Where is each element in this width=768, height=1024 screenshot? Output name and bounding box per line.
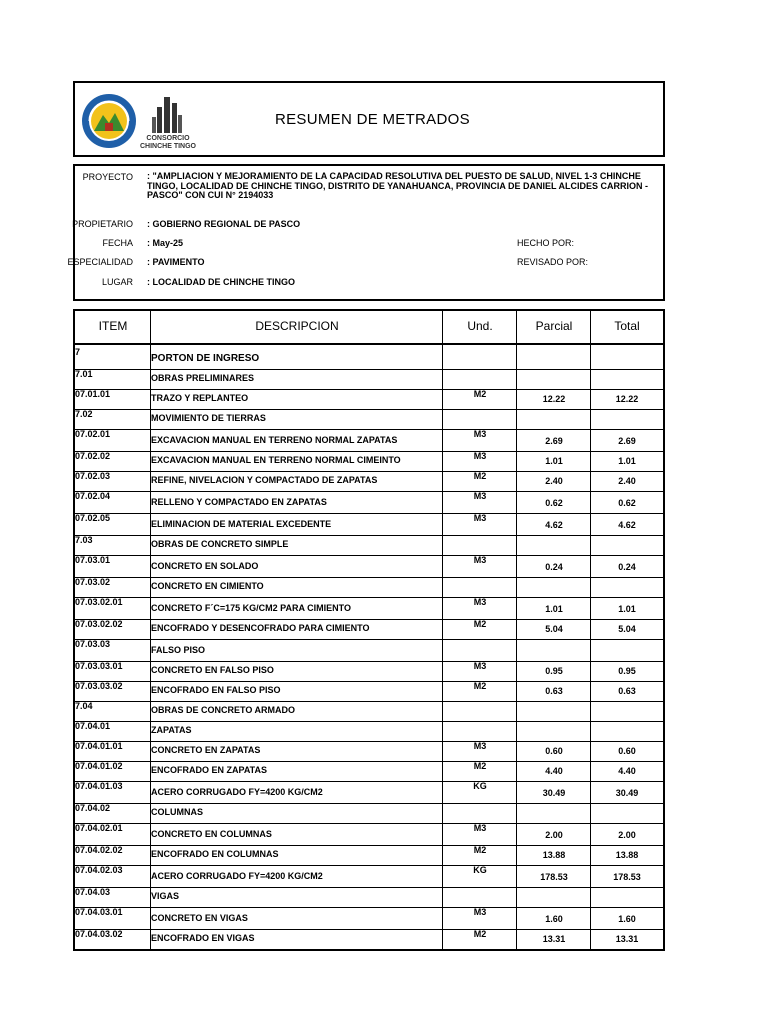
metrados-table (73, 309, 665, 951)
table-row (75, 639, 663, 662)
table-row (75, 471, 663, 492)
cell-parcial: 2.69 (545, 436, 563, 446)
cell-parcial: 1.60 (545, 914, 563, 924)
lugar-label: LUGAR (101, 277, 133, 287)
cell-item: 07.02.03 (75, 471, 111, 481)
cell-total: 12.22 (615, 394, 639, 404)
cell-item: 07.04.02.03 (75, 865, 123, 875)
cell-total: 0.60 (618, 746, 636, 756)
propietario-value: : GOBIERNO REGIONAL DE PASCO (147, 219, 301, 229)
cell-total: 178.53 (613, 872, 641, 882)
table-row (75, 409, 663, 430)
cell-item: 07.02.01 (75, 429, 111, 439)
cell-parcial: 30.49 (542, 788, 566, 798)
cell-descripcion: ZAPATAS (151, 725, 192, 735)
table-row (75, 347, 663, 370)
cell-parcial: 1.01 (545, 456, 563, 466)
cell-item: 7.01 (75, 369, 93, 379)
cell-item: 07.04.01 (75, 721, 111, 731)
cell-total: 0.63 (618, 686, 636, 696)
cell-und: M2 (473, 619, 487, 629)
header-item: ITEM (98, 319, 128, 333)
cell-und: M3 (473, 555, 487, 565)
proyecto-label: PROYECTO (82, 172, 133, 182)
table-row (75, 619, 663, 640)
table-row (75, 513, 663, 536)
cell-descripcion: RELLENO Y COMPACTADO EN ZAPATAS (151, 497, 327, 507)
table-row (75, 823, 663, 846)
cell-descripcion: FALSO PISO (151, 645, 206, 655)
table-row (75, 429, 663, 452)
table-row (75, 451, 663, 472)
cell-descripcion: EXCAVACION MANUAL EN TERRENO NORMAL ZAPATAS (151, 435, 398, 445)
table-header (75, 311, 663, 345)
cell-descripcion: CONCRETO EN ZAPATAS (151, 745, 261, 755)
table-row (75, 721, 663, 742)
cell-parcial: 4.62 (545, 520, 563, 530)
document-title: RESUMEN DE METRADOS (275, 111, 470, 128)
cell-item: 07.04.03.01 (75, 907, 123, 917)
cell-item: 07.04.01.03 (75, 781, 123, 791)
table-row (75, 535, 663, 556)
cell-descripcion: CONCRETO EN VIGAS (151, 913, 248, 923)
table-row (75, 577, 663, 598)
cell-descripcion: ENCOFRADO EN VIGAS (151, 933, 255, 943)
cell-total: 1.01 (618, 456, 636, 466)
header-und: Und. (467, 319, 493, 333)
cell-und: M3 (473, 491, 487, 501)
cell-und: KG (473, 865, 487, 875)
cell-total: 2.69 (618, 436, 636, 446)
table-row (75, 491, 663, 514)
cell-item: 07.04.01.02 (75, 761, 123, 771)
cell-total: 0.24 (618, 562, 636, 572)
cell-descripcion: ENCOFRADO EN ZAPATAS (151, 765, 267, 775)
cell-parcial: 12.22 (542, 394, 566, 404)
cell-parcial: 0.24 (545, 562, 563, 572)
cell-parcial: 0.63 (545, 686, 563, 696)
cell-item: 07.03.02.01 (75, 597, 123, 607)
cell-descripcion: CONCRETO EN CIMIENTO (151, 581, 264, 591)
cell-total: 30.49 (615, 788, 639, 798)
cell-total: 4.40 (618, 766, 636, 776)
cell-und: M3 (473, 823, 487, 833)
cell-und: M3 (473, 907, 487, 917)
cell-parcial: 0.95 (545, 666, 563, 676)
cell-parcial: 4.40 (545, 766, 563, 776)
table-row (75, 761, 663, 782)
cell-descripcion: REFINE, NIVELACION Y COMPACTADO DE ZAPATAS (151, 475, 378, 485)
cell-descripcion: COLUMNAS (151, 807, 203, 817)
cell-und: M3 (473, 513, 487, 523)
propietario-label: PROPIETARIO (72, 219, 133, 229)
hecho-por-label: HECHO POR: (517, 238, 575, 248)
cell-total: 0.95 (618, 666, 636, 676)
table-row (75, 741, 663, 762)
cell-total: 1.60 (618, 914, 636, 924)
logo-text-line2: CHINCHE TINGO (140, 143, 196, 150)
cell-parcial: 2.00 (545, 830, 563, 840)
cell-descripcion: ENCOFRADO EN FALSO PISO (151, 685, 281, 695)
cell-descripcion: ENCOFRADO Y DESENCOFRADO PARA CIMIENTO (151, 623, 370, 633)
cell-parcial: 178.53 (540, 872, 568, 882)
cell-parcial: 1.01 (545, 604, 563, 614)
fecha-value: : May-25 (147, 238, 184, 248)
cell-item: 7.04 (75, 701, 93, 711)
cell-item: 07.03.02 (75, 577, 111, 587)
cell-und: M3 (473, 429, 487, 439)
cell-item: 07.03.01 (75, 555, 111, 565)
table-row (75, 865, 663, 888)
table-row (75, 781, 663, 804)
cell-und: M2 (473, 761, 487, 771)
cell-descripcion: CONCRETO EN FALSO PISO (151, 665, 274, 675)
fecha-label: FECHA (102, 238, 133, 248)
cell-descripcion: ENCOFRADO EN COLUMNAS (151, 849, 279, 859)
cell-descripcion: CONCRETO EN SOLADO (151, 561, 259, 571)
revisado-por-label: REVISADO POR: (517, 257, 589, 267)
cell-parcial: 0.60 (545, 746, 563, 756)
cell-descripcion: CONCRETO EN COLUMNAS (151, 829, 272, 839)
cell-descripcion: PORTON DE INGRESO (151, 353, 260, 364)
cell-und: M2 (473, 471, 487, 481)
cell-item: 07.03.03 (75, 639, 111, 649)
cell-descripcion: TRAZO Y REPLANTEO (151, 393, 249, 403)
cell-total: 2.40 (618, 476, 636, 486)
table-row (75, 907, 663, 930)
cell-item: 07.02.04 (75, 491, 111, 501)
cell-und: M3 (473, 741, 487, 751)
cell-item: 07.04.03 (75, 887, 111, 897)
cell-item: 07.01.01 (75, 389, 111, 399)
header-total: Total (614, 319, 640, 333)
cell-total: 13.31 (615, 934, 639, 944)
cell-item: 07.03.03.02 (75, 681, 123, 691)
cell-item: 7.02 (75, 409, 93, 419)
header-box (73, 81, 665, 157)
cell-item: 7.03 (75, 535, 93, 545)
cell-descripcion: MOVIMIENTO DE TIERRAS (151, 413, 266, 423)
cell-descripcion: EXCAVACION MANUAL EN TERRENO NORMAL CIMEINTO (151, 455, 401, 465)
cell-item: 07.02.05 (75, 513, 111, 523)
especialidad-label: ESPECIALIDAD (67, 257, 133, 267)
table-row (75, 929, 663, 950)
project-info-box (67, 164, 665, 301)
cell-und: M3 (473, 451, 487, 461)
consorcio-logo (137, 93, 199, 151)
cell-und: M3 (473, 661, 487, 671)
cell-und: M2 (473, 681, 487, 691)
cell-item: 07.04.01.01 (75, 741, 123, 751)
cell-descripcion: ACERO CORRUGADO FY=4200 KG/CM2 (151, 787, 323, 797)
cell-total: 2.00 (618, 830, 636, 840)
cell-descripcion: OBRAS PRELIMINARES (151, 373, 255, 383)
gobierno-regional-logo (81, 93, 137, 149)
logo-text-line1: CONSORCIO (146, 135, 190, 142)
cell-descripcion: ELIMINACION DE MATERIAL EXCEDENTE (151, 519, 332, 529)
cell-item: 07.04.02.01 (75, 823, 123, 833)
cell-item: 7 (75, 347, 81, 357)
cell-total: 1.01 (618, 604, 636, 614)
cell-item: 07.03.02.02 (75, 619, 123, 629)
cell-parcial: 5.04 (545, 624, 563, 634)
cell-descripcion: ACERO CORRUGADO FY=4200 KG/CM2 (151, 871, 323, 881)
table-row (75, 389, 663, 410)
header-parcial: Parcial (535, 319, 573, 333)
cell-total: 13.88 (615, 850, 639, 860)
cell-item: 07.02.02 (75, 451, 111, 461)
cell-parcial: 13.88 (542, 850, 566, 860)
cell-item: 07.04.03.02 (75, 929, 123, 939)
cell-und: M2 (473, 389, 487, 399)
cell-parcial: 13.31 (542, 934, 566, 944)
cell-und: M2 (473, 845, 487, 855)
cell-und: M3 (473, 597, 487, 607)
cell-item: 07.04.02 (75, 803, 111, 813)
table-row (75, 369, 663, 390)
cell-total: 5.04 (618, 624, 636, 634)
lugar-value: : LOCALIDAD DE CHINCHE TINGO (147, 277, 295, 287)
cell-descripcion: CONCRETO F´C=175 KG/CM2 PARA CIMIENTO (151, 603, 351, 613)
cell-total: 0.62 (618, 498, 636, 508)
table-row (75, 597, 663, 620)
table-row (75, 661, 663, 682)
cell-item: 07.03.03.01 (75, 661, 123, 671)
cell-parcial: 0.62 (545, 498, 563, 508)
cell-und: KG (473, 781, 487, 791)
table-row (75, 845, 663, 866)
cell-descripcion: OBRAS DE CONCRETO ARMADO (151, 705, 296, 715)
table-row (75, 701, 663, 722)
cell-und: M2 (473, 929, 487, 939)
table-row (75, 803, 663, 824)
cell-parcial: 2.40 (545, 476, 563, 486)
proyecto-value: : "AMPLIACION Y MEJORAMIENTO DE LA CAPACIDAD RESOLUTIVA DEL PUESTO DE SALUD, NIVEL 1-3 CHINCHE TINGO, LOCALIDAD DE CHINCHE TINGO, DISTRITO DE YANAHUANCA, PROVINCIA DE DANIEL ALCIDES CARRION - PASCO" CON CUI N° 2194033 (147, 171, 649, 200)
especialidad-value: : PAVIMENTO (147, 257, 205, 267)
table-row (75, 555, 663, 578)
table-row (75, 887, 663, 908)
cell-item: 07.04.02.02 (75, 845, 123, 855)
cell-total: 4.62 (618, 520, 636, 530)
table-row (75, 681, 663, 702)
cell-descripcion: VIGAS (151, 891, 180, 901)
header-descripcion: DESCRIPCION (255, 319, 339, 333)
cell-descripcion: OBRAS DE CONCRETO SIMPLE (151, 539, 289, 549)
